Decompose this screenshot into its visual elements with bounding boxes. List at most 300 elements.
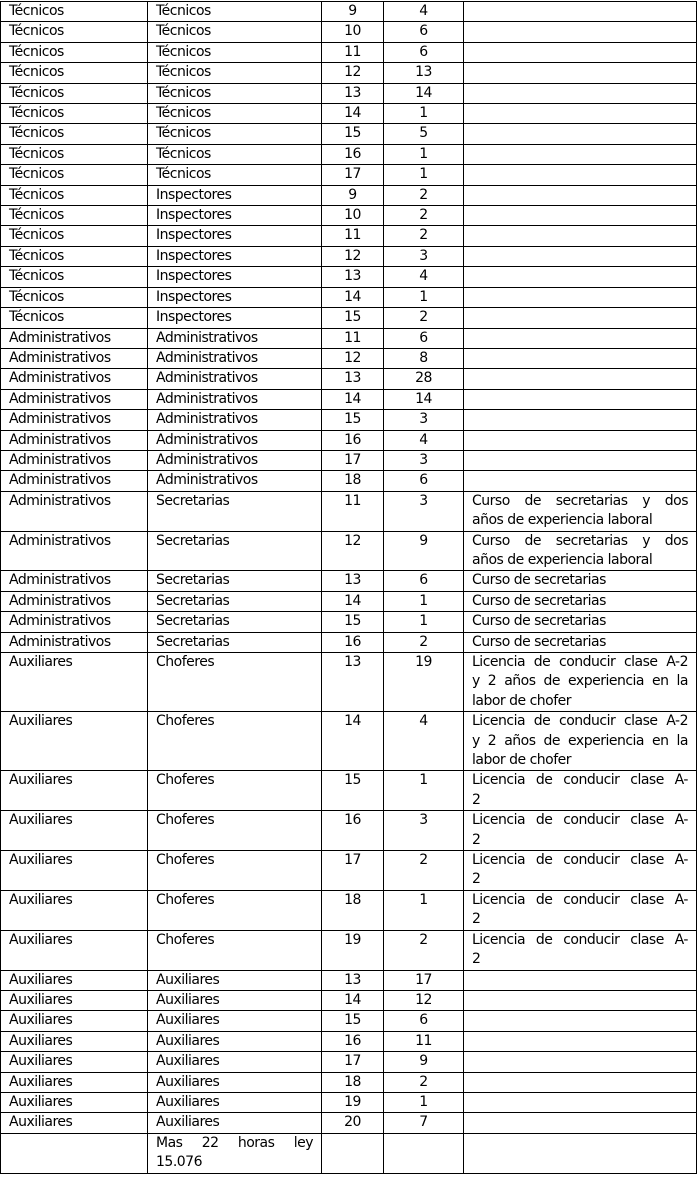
group-cell: Auxiliares	[1, 851, 148, 891]
table-row	[1, 124, 697, 144]
requirement-cell	[464, 571, 697, 591]
requirement-cell	[464, 1092, 697, 1112]
position-cell: Auxiliares	[148, 990, 322, 1010]
grade-cell: 17	[322, 165, 384, 185]
count-cell: 2	[384, 206, 464, 226]
grade-cell: 12	[322, 63, 384, 83]
requirement-line: Licencia de conducir clase A-	[472, 852, 688, 869]
group-cell: Técnicos	[1, 42, 148, 62]
count-cell: 2	[384, 226, 464, 246]
requirement-cell	[464, 42, 697, 62]
table-row	[1, 591, 697, 611]
requirement-line: labor de chofer	[472, 752, 572, 769]
requirement-line: 2	[472, 871, 481, 888]
position-cell: Inspectores	[148, 246, 322, 266]
requirement-cell	[464, 471, 697, 491]
count-cell: 9	[384, 1052, 464, 1072]
requirement-cell	[464, 63, 697, 83]
table-row	[1, 970, 697, 990]
count-cell: 2	[384, 308, 464, 328]
group-cell: Auxiliares	[1, 990, 148, 1010]
grade-cell: 19	[322, 1092, 384, 1112]
count-cell: 1	[384, 165, 464, 185]
count-cell: 19	[384, 653, 464, 712]
grade-cell: 13	[322, 369, 384, 389]
group-cell: Técnicos	[1, 124, 148, 144]
requirement-line: años de experiencia laboral	[472, 512, 653, 529]
position-cell: Secretarias	[148, 612, 322, 632]
count-cell: 4	[384, 267, 464, 287]
table-row	[1, 22, 697, 42]
group-cell: Auxiliares	[1, 771, 148, 811]
table-row	[1, 83, 697, 103]
table-row	[1, 246, 697, 266]
group-cell: Auxiliares	[1, 1031, 148, 1051]
position-cell: Inspectores	[148, 267, 322, 287]
position-cell: Inspectores	[148, 206, 322, 226]
count-cell: 17	[384, 970, 464, 990]
position-cell: Técnicos	[148, 144, 322, 164]
requirement-cell	[464, 2, 697, 22]
requirement-cell	[464, 328, 697, 348]
count-cell: 3	[384, 410, 464, 430]
position-cell: Inspectores	[148, 226, 322, 246]
requirement-cell	[464, 612, 697, 632]
group-cell: Técnicos	[1, 165, 148, 185]
count-cell: 4	[384, 430, 464, 450]
requirement-cell	[464, 165, 697, 185]
requirement-line: Licencia de conducir clase A-	[472, 772, 688, 789]
position-cell: Auxiliares	[148, 1072, 322, 1092]
table-row	[1, 144, 697, 164]
grade-cell: 14	[322, 712, 384, 771]
grade-cell: 15	[322, 612, 384, 632]
count-cell: 7	[384, 1113, 464, 1133]
group-cell: Auxiliares	[1, 930, 148, 970]
table-row	[1, 328, 697, 348]
group-cell: Auxiliares	[1, 1011, 148, 1031]
grade-cell: 13	[322, 267, 384, 287]
requirement-cell	[464, 267, 697, 287]
table-row	[1, 1072, 697, 1092]
grade-cell: 13	[322, 970, 384, 990]
requirement-line: 2	[472, 951, 481, 968]
table-row	[1, 851, 697, 891]
requirement-line: 2	[472, 831, 481, 848]
position-cell: Choferes	[148, 930, 322, 970]
grade-cell: 10	[322, 206, 384, 226]
position-cell: Inspectores	[148, 185, 322, 205]
requirement-cell	[464, 1072, 697, 1092]
group-cell: Técnicos	[1, 83, 148, 103]
group-cell: Técnicos	[1, 185, 148, 205]
table-row	[1, 632, 697, 652]
position-cell: Técnicos	[148, 2, 322, 22]
requirement-cell	[464, 890, 697, 930]
table-row	[1, 531, 697, 571]
requirement-cell	[464, 653, 697, 712]
requirement-line: y 2 años de experiencia en la	[472, 732, 688, 749]
group-cell: Auxiliares	[1, 712, 148, 771]
grade-cell: 18	[322, 1072, 384, 1092]
requirement-cell	[464, 1113, 697, 1133]
requirement-cell	[464, 771, 697, 811]
table-row	[1, 369, 697, 389]
requirement-cell	[464, 124, 697, 144]
requirement-line: Curso de secretarias	[472, 633, 606, 650]
group-cell: Administrativos	[1, 571, 148, 591]
requirement-line: labor de chofer	[472, 692, 572, 709]
note-line: Mas 22 horas ley	[156, 1134, 313, 1151]
position-cell: Auxiliares	[148, 1052, 322, 1072]
position-cell: Choferes	[148, 771, 322, 811]
group-cell: Administrativos	[1, 531, 148, 571]
requirement-line: Licencia de conducir clase A-2	[472, 713, 688, 730]
table-row	[1, 930, 697, 970]
table-row	[1, 42, 697, 62]
position-cell: Auxiliares	[148, 1092, 322, 1112]
grade-cell: 12	[322, 348, 384, 368]
position-cell: Secretarias	[148, 591, 322, 611]
requirement-cell	[464, 410, 697, 430]
grade-cell: 13	[322, 571, 384, 591]
position-cell: Choferes	[148, 811, 322, 851]
table-row	[1, 653, 697, 712]
grade-cell: 15	[322, 410, 384, 430]
group-cell: Auxiliares	[1, 1072, 148, 1092]
requirement-cell	[464, 632, 697, 652]
requirement-cell	[464, 491, 697, 531]
grade-cell: 14	[322, 990, 384, 1010]
requirement-line: Curso de secretarias y dos	[472, 532, 688, 549]
group-cell: Administrativos	[1, 612, 148, 632]
grade-cell: 20	[322, 1113, 384, 1133]
position-cell: Choferes	[148, 890, 322, 930]
table-row	[1, 1011, 697, 1031]
requirement-cell	[464, 22, 697, 42]
grade-cell: 15	[322, 124, 384, 144]
group-cell: Técnicos	[1, 246, 148, 266]
requirement-line: y 2 años de experiencia en la	[472, 673, 688, 690]
group-cell: Técnicos	[1, 104, 148, 124]
table-row	[1, 612, 697, 632]
requirement-cell	[464, 430, 697, 450]
table-row	[1, 471, 697, 491]
table-row	[1, 348, 697, 368]
group-cell: Administrativos	[1, 591, 148, 611]
grade-cell: 12	[322, 246, 384, 266]
position-cell: Técnicos	[148, 63, 322, 83]
position-cell: Secretarias	[148, 571, 322, 591]
requirement-cell	[464, 369, 697, 389]
staff-grades-table	[0, 1, 697, 1174]
table-row	[1, 2, 697, 22]
grade-cell: 11	[322, 491, 384, 531]
table-row	[1, 771, 697, 811]
requirement-cell	[464, 970, 697, 990]
table-row	[1, 430, 697, 450]
position-cell: Secretarias	[148, 491, 322, 531]
group-cell: Administrativos	[1, 632, 148, 652]
table-row	[1, 1031, 697, 1051]
group-cell: Auxiliares	[1, 890, 148, 930]
grade-cell: 11	[322, 328, 384, 348]
grade-cell: 15	[322, 1011, 384, 1031]
table-row	[1, 389, 697, 409]
group-cell: Auxiliares	[1, 1113, 148, 1133]
table-row	[1, 267, 697, 287]
count-cell: 1	[384, 144, 464, 164]
requirement-cell	[464, 287, 697, 307]
grade-cell: 13	[322, 83, 384, 103]
position-cell: Técnicos	[148, 83, 322, 103]
position-cell: Técnicos	[148, 165, 322, 185]
position-cell: Administrativos	[148, 328, 322, 348]
group-cell: Técnicos	[1, 22, 148, 42]
group-cell: Auxiliares	[1, 1092, 148, 1112]
table-row	[1, 104, 697, 124]
count-cell: 6	[384, 328, 464, 348]
position-cell: Administrativos	[148, 369, 322, 389]
note-cell	[148, 1133, 322, 1173]
group-cell: Administrativos	[1, 348, 148, 368]
group-cell: Administrativos	[1, 450, 148, 470]
grade-cell: 13	[322, 653, 384, 712]
requirement-cell	[464, 348, 697, 368]
requirement-cell	[464, 389, 697, 409]
count-cell: 11	[384, 1031, 464, 1051]
count-cell: 8	[384, 348, 464, 368]
table-row	[1, 1113, 697, 1133]
requirement-cell	[464, 712, 697, 771]
table-row	[1, 990, 697, 1010]
count-cell: 4	[384, 2, 464, 22]
grade-cell: 18	[322, 890, 384, 930]
position-cell: Técnicos	[148, 124, 322, 144]
group-cell: Técnicos	[1, 226, 148, 246]
count-cell: 6	[384, 571, 464, 591]
grade-cell: 14	[322, 287, 384, 307]
count-cell: 1	[384, 771, 464, 811]
count-cell: 2	[384, 185, 464, 205]
requirement-cell	[464, 990, 697, 1010]
count-cell: 12	[384, 990, 464, 1010]
requirement-cell	[464, 450, 697, 470]
position-cell: Administrativos	[148, 389, 322, 409]
table-row	[1, 890, 697, 930]
grade-cell: 14	[322, 389, 384, 409]
table-body	[1, 2, 697, 1174]
table-row	[1, 226, 697, 246]
position-cell: Auxiliares	[148, 1031, 322, 1051]
grade-cell: 16	[322, 430, 384, 450]
position-cell: Inspectores	[148, 287, 322, 307]
group-cell: Administrativos	[1, 328, 148, 348]
group-cell: Auxiliares	[1, 1052, 148, 1072]
position-cell: Auxiliares	[148, 1113, 322, 1133]
position-cell: Secretarias	[148, 632, 322, 652]
table-row	[1, 185, 697, 205]
position-cell: Técnicos	[148, 104, 322, 124]
table-row	[1, 410, 697, 430]
count-cell: 13	[384, 63, 464, 83]
requirement-line: Licencia de conducir clase A-2	[472, 654, 688, 670]
count-cell: 28	[384, 369, 464, 389]
group-cell: Auxiliares	[1, 811, 148, 851]
table-row	[1, 1092, 697, 1112]
requirement-cell	[464, 1011, 697, 1031]
grade-cell: 16	[322, 1031, 384, 1051]
table-row	[1, 1052, 697, 1072]
requirement-line: Curso de secretarias	[472, 572, 606, 589]
count-cell: 2	[384, 851, 464, 891]
requirement-cell	[464, 246, 697, 266]
requirement-cell	[464, 144, 697, 164]
requirement-cell	[464, 531, 697, 571]
count-cell: 1	[384, 104, 464, 124]
count-cell: 9	[384, 531, 464, 571]
group-cell: Técnicos	[1, 308, 148, 328]
table-row	[1, 165, 697, 185]
table-row	[1, 571, 697, 591]
table-row	[1, 308, 697, 328]
group-cell: Técnicos	[1, 287, 148, 307]
count-cell: 6	[384, 1011, 464, 1031]
count-cell: 1	[384, 591, 464, 611]
count-cell: 4	[384, 712, 464, 771]
requirement-line: Curso de secretarias	[472, 592, 606, 609]
grade-cell: 17	[322, 450, 384, 470]
count-cell: 6	[384, 471, 464, 491]
grade-cell: 19	[322, 930, 384, 970]
requirement-line: Licencia de conducir clase A-	[472, 891, 688, 908]
grade-cell: 14	[322, 591, 384, 611]
count-cell: 2	[384, 930, 464, 970]
table-row	[1, 811, 697, 851]
grade-cell: 17	[322, 851, 384, 891]
requirement-cell	[464, 185, 697, 205]
grade-cell: 18	[322, 471, 384, 491]
position-cell: Secretarias	[148, 531, 322, 571]
grade-cell: 17	[322, 1052, 384, 1072]
grade-cell: 15	[322, 771, 384, 811]
table-row	[1, 63, 697, 83]
requirement-line: Licencia de conducir clase A-	[472, 931, 688, 948]
group-cell: Técnicos	[1, 267, 148, 287]
requirement-cell	[464, 851, 697, 891]
position-cell: Auxiliares	[148, 970, 322, 990]
footer-row	[1, 1133, 697, 1173]
group-cell: Auxiliares	[1, 653, 148, 712]
position-cell: Administrativos	[148, 348, 322, 368]
grade-cell: 12	[322, 531, 384, 571]
count-cell: 6	[384, 42, 464, 62]
count-cell: 14	[384, 83, 464, 103]
empty-cell	[322, 1133, 384, 1173]
position-cell: Auxiliares	[148, 1011, 322, 1031]
position-cell: Administrativos	[148, 450, 322, 470]
group-cell: Administrativos	[1, 389, 148, 409]
group-cell: Administrativos	[1, 430, 148, 450]
grade-cell: 9	[322, 185, 384, 205]
grade-cell: 16	[322, 811, 384, 851]
requirement-cell	[464, 83, 697, 103]
group-cell: Administrativos	[1, 369, 148, 389]
note-line: 15.076	[156, 1154, 202, 1171]
empty-cell	[464, 1133, 697, 1173]
requirement-cell	[464, 308, 697, 328]
requirement-line: 2	[472, 911, 481, 928]
requirement-line: Curso de secretarias y dos	[472, 492, 688, 509]
group-cell: Técnicos	[1, 206, 148, 226]
requirement-cell	[464, 1052, 697, 1072]
position-cell: Administrativos	[148, 430, 322, 450]
count-cell: 5	[384, 124, 464, 144]
grade-cell: 9	[322, 2, 384, 22]
count-cell: 1	[384, 612, 464, 632]
requirement-line: Licencia de conducir clase A-	[472, 812, 688, 829]
count-cell: 1	[384, 287, 464, 307]
count-cell: 1	[384, 890, 464, 930]
grade-cell: 16	[322, 632, 384, 652]
group-cell: Administrativos	[1, 471, 148, 491]
table-row	[1, 206, 697, 226]
grade-cell: 10	[322, 22, 384, 42]
count-cell: 3	[384, 246, 464, 266]
grade-cell: 11	[322, 226, 384, 246]
count-cell: 2	[384, 1072, 464, 1092]
group-cell: Técnicos	[1, 63, 148, 83]
position-cell: Choferes	[148, 851, 322, 891]
grade-cell: 14	[322, 104, 384, 124]
requirement-cell	[464, 104, 697, 124]
requirement-cell	[464, 591, 697, 611]
count-cell: 2	[384, 632, 464, 652]
requirement-cell	[464, 1031, 697, 1051]
requirement-line: años de experiencia laboral	[472, 551, 653, 568]
count-cell: 14	[384, 389, 464, 409]
group-cell: Auxiliares	[1, 970, 148, 990]
grade-cell: 16	[322, 144, 384, 164]
count-cell: 3	[384, 811, 464, 851]
position-cell: Inspectores	[148, 308, 322, 328]
position-cell: Choferes	[148, 653, 322, 712]
count-cell: 1	[384, 1092, 464, 1112]
table-row	[1, 491, 697, 531]
empty-cell	[1, 1133, 148, 1173]
grade-cell: 15	[322, 308, 384, 328]
group-cell: Técnicos	[1, 144, 148, 164]
requirement-cell	[464, 226, 697, 246]
position-cell: Técnicos	[148, 42, 322, 62]
table-row	[1, 712, 697, 771]
group-cell: Administrativos	[1, 410, 148, 430]
empty-cell	[384, 1133, 464, 1173]
group-cell: Técnicos	[1, 2, 148, 22]
count-cell: 3	[384, 450, 464, 470]
count-cell: 6	[384, 22, 464, 42]
count-cell: 3	[384, 491, 464, 531]
position-cell: Choferes	[148, 712, 322, 771]
position-cell: Técnicos	[148, 22, 322, 42]
grade-cell: 11	[322, 42, 384, 62]
requirement-line: Curso de secretarias	[472, 613, 606, 630]
requirement-line: 2	[472, 791, 481, 808]
requirement-cell	[464, 930, 697, 970]
group-cell: Administrativos	[1, 491, 148, 531]
position-cell: Administrativos	[148, 410, 322, 430]
table-row	[1, 287, 697, 307]
